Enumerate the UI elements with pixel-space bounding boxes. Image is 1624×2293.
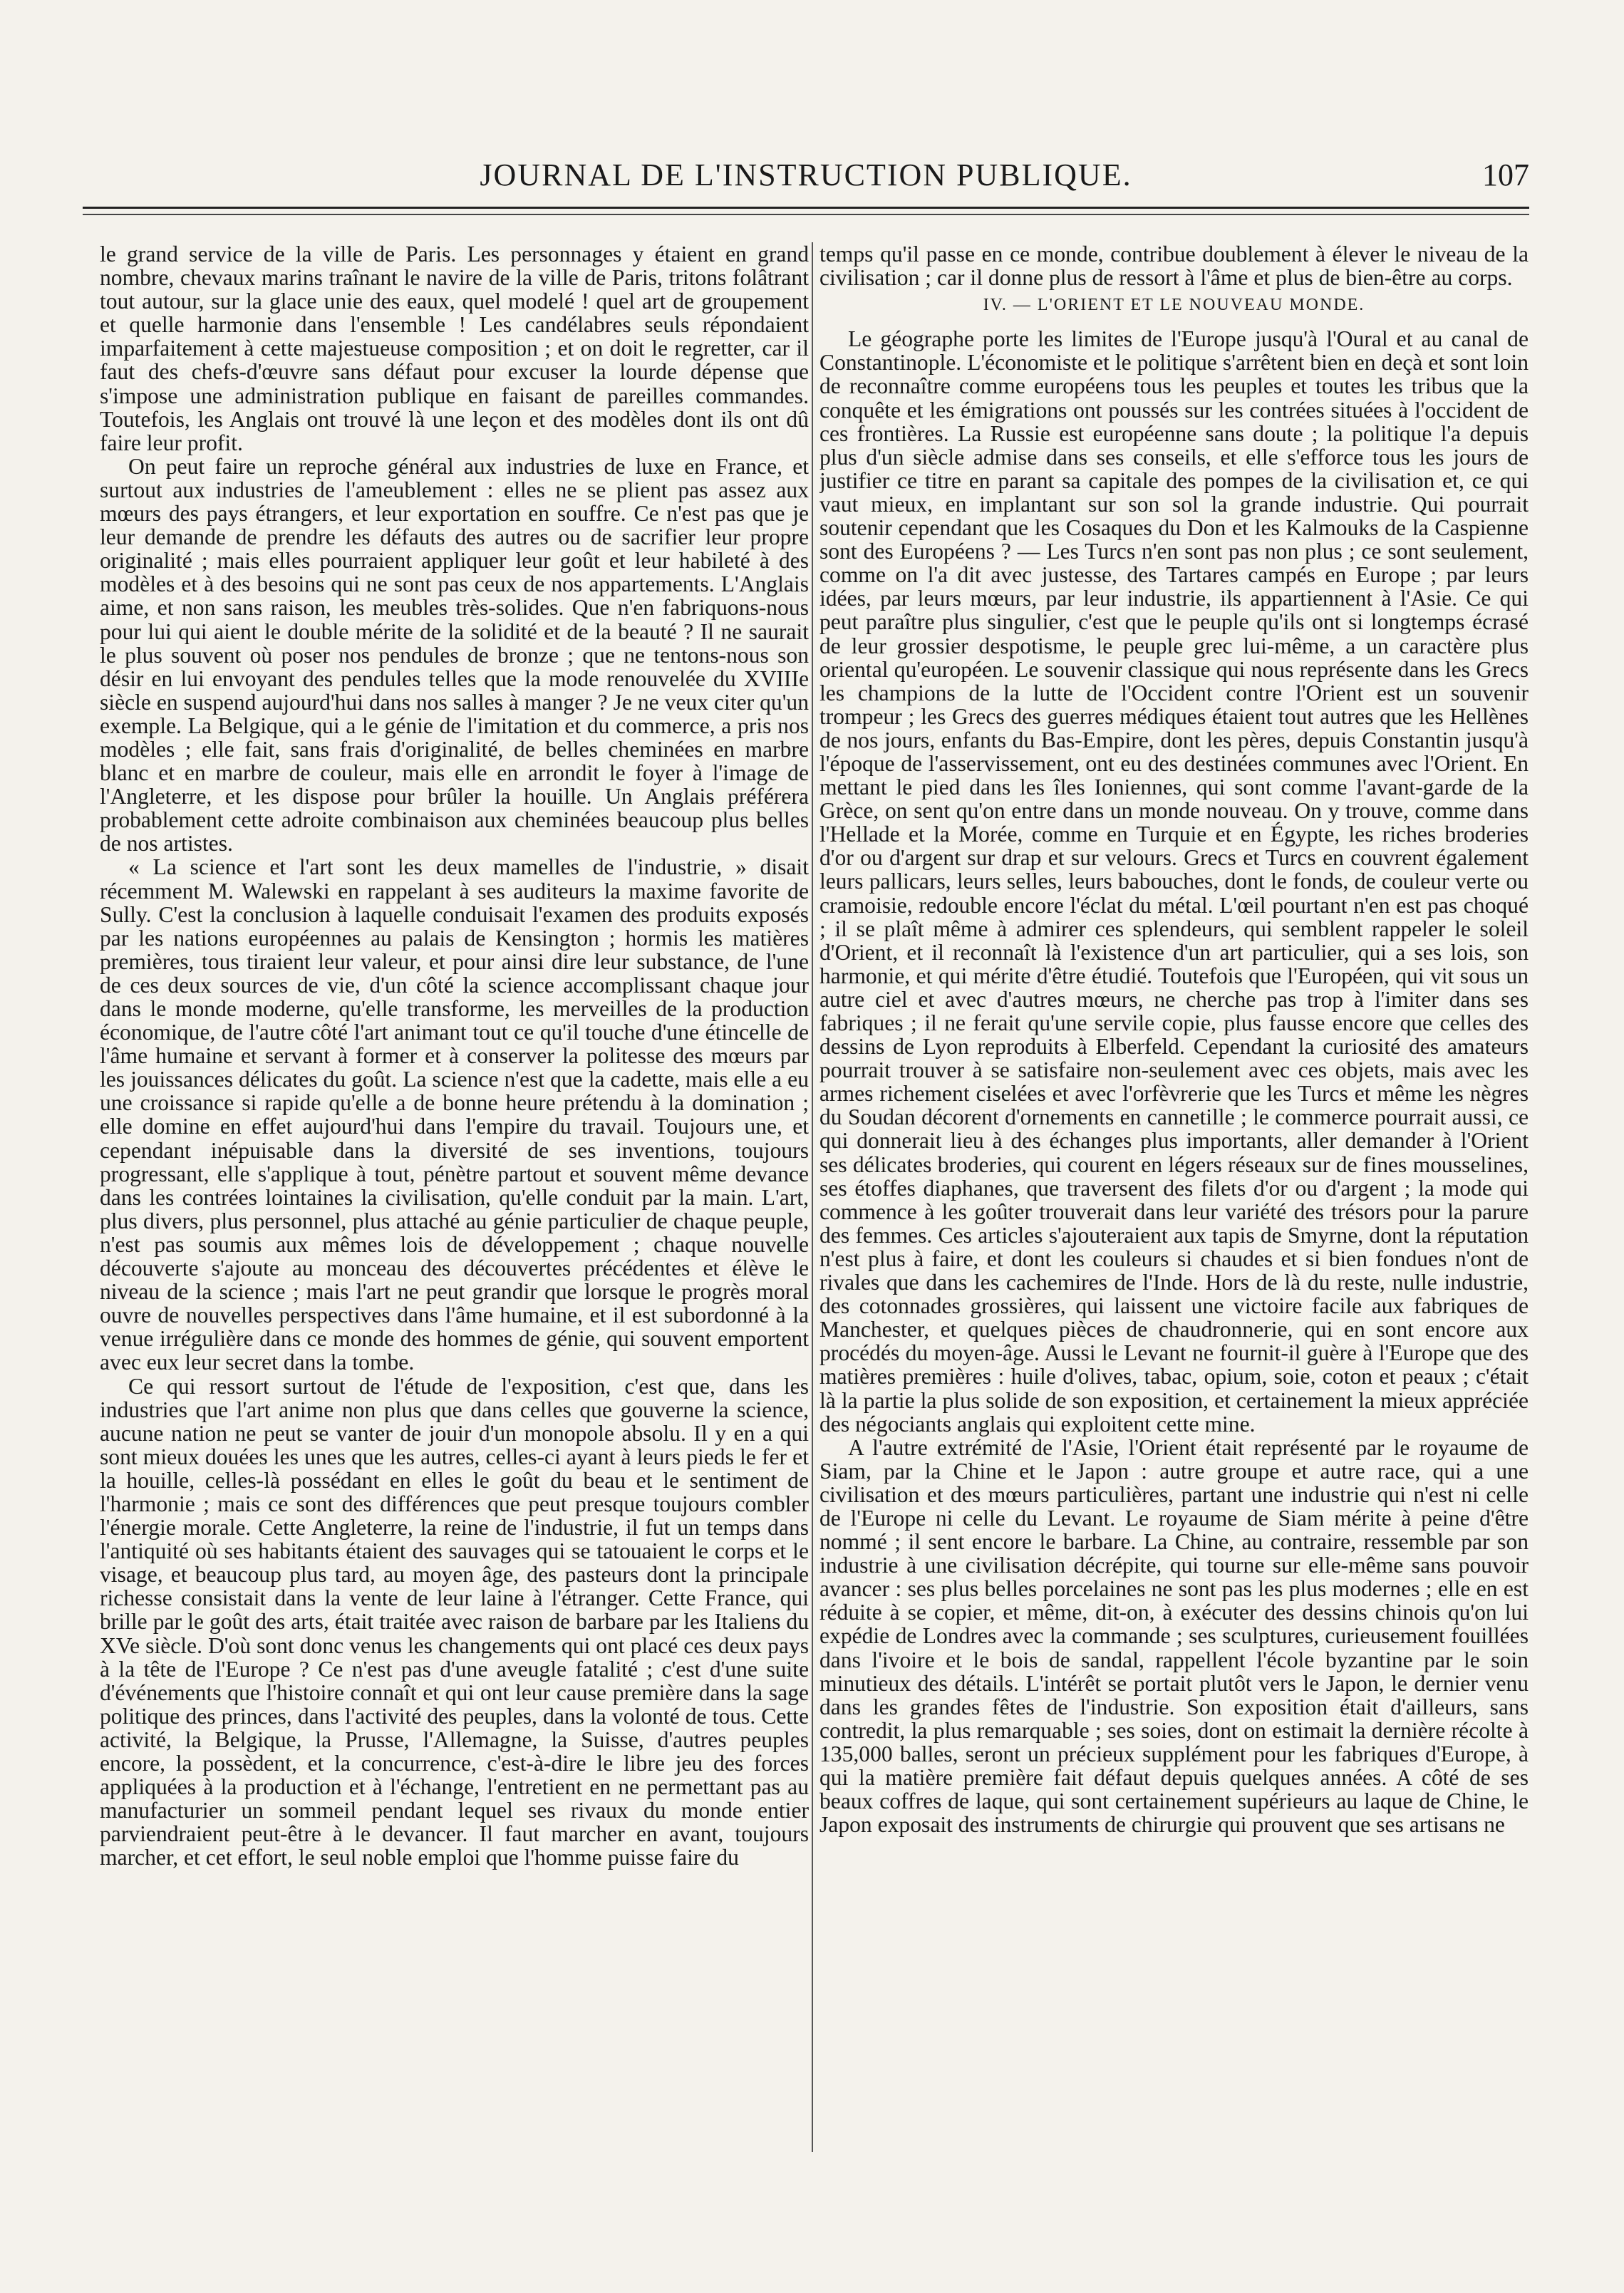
page-header [83, 157, 1529, 200]
header-rule-secondary [83, 214, 1529, 215]
column-divider [812, 242, 813, 2152]
right-paragraph-1: temps qu'il passe en ce monde, contribue doublement à élever le niveau de la civilisation ; car il donne plus de ressort à l'âme et plus de bien-être au corps. [819, 242, 1529, 291]
left-paragraph-3: « La science et l'art sont les deux mamelles de l'industrie, » disait récemment M. Walewski en rappelant à ses auditeurs la maxime favorite de Sully. C'est la conclusion à laquelle conduisait l'examen des produits exposés par les nations européennes au palais de Kensington ; hormis les matières premières, tous tiraient leur valeur, et pour ainsi dire leur substance, de l'une de ces deux sources de vie, d'un côté la science accomplissant chaque jour dans le monde moderne, qu'elle transforme, les merveilles de la production économique, de l'autre côté l'art animant tout ce qu'il touche d'une étincelle de l'âme humaine et servant à former et à conserver la politesse des mœurs par les jouissances délicates du goût. La science n'est que la cadette, mais elle a eu une croissance si rapide qu'elle a de bonne heure prétendu à la domination ; elle domine en effet aujourd'hui dans l'empire du travail. Toujours une, et cependant inépuisable dans la diversité de ses inventions, toujours progressant, elle s'applique à tout, pénètre partout et souvent même devance dans les contrées lointaines la civilisation, qu'elle conduit par la main. L'art, plus divers, plus personnel, plus attaché au génie particulier de chaque peuple, n'est pas soumis aux mêmes lois de développement ; chaque nouvelle découverte s'ajoute au monceau des découvertes précédentes et élève le niveau de la science ; mais l'art ne peut grandir que lorsque le progrès moral ouvre de nouvelles perspectives dans l'âme humaine, et il est subordonné à la venue irrégulière dans ce monde des hommes de génie, qui souvent emportent avec eux leur secret dans la tombe. [100, 854, 809, 1375]
right-paragraph-3: A l'autre extrémité de l'Asie, l'Orient était représenté par le royaume de Siam, par la Chine et le Japon : autre groupe et autre race, qui a une civilisation et des mœurs particulières, partant une industrie qui n'est ni celle de l'Europe ni celle du Levant. Le royaume de Siam mérite à peine d'être nommé ; il sent encore le barbare. La Chine, au contraire, ressemble par son industrie à une civilisation décrépite, qui tourne sur elle-même sans pouvoir avancer : ses plus belles porcelaines ne sont pas les plus modernes ; elle en est réduite à se copier, et même, dit-on, à exécuter des dessins chinois qu'on lui expédie de Londres avec la commande ; ses sculptures, curieusement fouillées dans l'ivoire et le bois de sandal, rappellent l'école byzantine par le soin minutieux des détails. L'intérêt se portait plutôt vers le Japon, le dernier venu dans les grandes fêtes de l'industrie. Son exposition était d'ailleurs, sans contredit, la plus remarquable ; ses soies, dont on estimait la dernière récolte à 135,000 balles, seront un précieux supplément pour les fabriques d'Europe, à qui la matière première fait défaut depuis quelques années. A côté de ses beaux coffres de laque, qui sont certainement supérieurs au laque de Chine, le Japon exposait des instruments de chirurgie qui prouvent que ses artisans ne [819, 1434, 1529, 1838]
left-paragraph-4: Ce qui ressort surtout de l'étude de l'exposition, c'est que, dans les industries que l'art anime non plus que dans celles que gouverne la science, aucune nation ne peut se vanter de jouir d'un monopole absolu. Il y en a qui sont mieux douées les unes que les autres, celles-ci ayant à leurs pieds le fer et la houille, celles-là possédant en elles le goût du beau et le sentiment de l'harmonie ; mais ce sont des différences que peut presque toujours combler l'énergie morale. Cette Angleterre, la reine de l'industrie, il fut un temps dans l'antiquité où ses habitants étaient des sauvages qui se tatouaient le corps et le visage, et beaucoup plus tard, au moyen âge, des pasteurs dont la principale richesse consistait dans la vente de leur laine à l'étranger. Cette France, qui brille par le goût des arts, était traitée avec raison de barbare par les Italiens du XVe siècle. D'où sont donc venus les changements qui ont placé ces deux pays à la tête de l'Europe ? Ce n'est pas d'une aveugle fatalité ; c'est d'une suite d'événements que l'histoire connaît et qui ont leur cause première dans la sage politique des princes, dans l'activité des peuples, dans la volonté de tous. Cette activité, la Belgique, la Prusse, l'Allemagne, la Suisse, d'autres peuples encore, la possèdent, et la concurrence, c'est-à-dire le libre jeu des forces appliquées à la production et à l'échange, l'entretient en ne permettant pas au manufacturier un sommeil pendant lequel ses rivaux du monde entier parviendraient peut-être à le devancer. Il faut marcher en avant, toujours marcher, et cet effort, le seul noble emploi que l'homme puisse faire du [100, 1373, 809, 1870]
left-paragraph-2: On peut faire un reproche général aux industries de luxe en France, et surtout aux industries de l'ameublement : elles ne se plient pas assez aux mœurs des pays étrangers, et leur exportation en souffre. Ce n'est pas que je leur demande de prendre les défauts des autres ou de sacrifier leur propre originalité ; mais elles pourraient appliquer leur goût et leur habileté à des modèles et à des besoins qui ne sont pas ceux de nos appartements. L'Anglais aime, et non sans raison, les meubles très-solides. Que n'en fabriquons-nous pour lui qui aient le double mérite de la solidité et de la beauté ? Il ne saurait le plus souvent où poser nos pendules de bronze ; que ne tentons-nous son désir en lui envoyant des pendules telles que la mode renouvelée du XVIIIe siècle en suspend aujourd'hui dans nos salles à manger ? Je ne veux citer qu'un exemple. La Belgique, qui a le génie de l'imitation et du commerce, a pris nos modèles ; elle fait, sans frais d'originalité, de belles cheminées en marbre blanc et en marbre de couleur, mais elle en arrondit le foyer à l'image de l'Angleterre, et les dispose pour brûler la houille. Un Anglais préférera probablement cette adroite combinaison aux cheminées beaucoup plus belles de nos artistes. [100, 453, 809, 856]
page-number: 107 [1482, 157, 1529, 192]
left-column [100, 242, 809, 2166]
header-rule [83, 207, 1529, 209]
right-column [819, 242, 1529, 2166]
journal-title: JOURNAL DE L'INSTRUCTION PUBLIQUE. [480, 157, 1132, 192]
section-heading: IV. — L'ORIENT ET LE NOUVEAU MONDE. [983, 296, 1365, 315]
right-paragraph-2: Le géographe porte les limites de l'Europe jusqu'à l'Oural et au canal de Constantinople. L'économiste et le politique s'arrêtent bien en deçà et sont loin de reconnaître comme européens tous les peuples et toutes les tribus que la conquête et les émigrations ont poussés sur les contrées situées à l'occident de ces frontières. La Russie est européenne sans doute ; la politique l'a depuis plus d'un siècle admise dans ses conseils, et elle s'efforce tous les jours de justifier ce titre en parant sa capitale des pompes de la civilisation et, ce qui vaut mieux, en implantant sur son sol la grande industrie. Qui pourrait soutenir cependant que les Cosaques du Don et les Kalmouks de la Caspienne sont des Européens ? — Les Turcs n'en sont pas non plus ; ce sont seulement, comme on l'a dit avec justesse, des Tartares campés en Europe ; par leurs idées, par leurs mœurs, par leur industrie, ils appartiennent à l'Asie. Ce qui peut paraître plus singulier, c'est que le peuple qu'ils ont si longtemps écrasé de leur grossier despotisme, le peuple grec lui-même, a un caractère plus oriental qu'européen. Le souvenir classique qui nous représente dans les Grecs les champions de la lutte de l'Occident contre l'Orient est un souvenir trompeur ; les Grecs des guerres médiques étaient tout autres que les Hellènes de nos jours, enfants du Bas-Empire, dont les pères, depuis Constantin jusqu'à l'époque de l'asservissement, ont eu des destinées communes avec l'Orient. En mettant le pied dans les îles Ioniennes, qui sont comme l'avant-garde de la Grèce, on sent qu'on entre dans un monde nouveau. On y trouve, comme dans l'Hellade et la Morée, comme en Turquie et en Égypte, les riches broderies d'or ou d'argent sur drap et sur velours. Grecs et Turcs en couvrent également leurs pallicars, leurs selles, leurs babouches, dont le fonds, de couleur verte ou cramoisie, redouble encore l'éclat du métal. L'œil pourtant n'en est pas choqué ; il se plaît même à admirer ces splendeurs, qui semblent rappeler le soleil d'Orient, et il reconnaît là l'existence d'un art particulier, qui a ses lois, son harmonie, et qui mérite d'être étudié. Toutefois que l'Européen, qui vit sous un autre ciel et avec d'autres mœurs, ne cherche pas trop à l'imiter dans ses fabriques ; il ne ferait qu'une servile copie, plus fausse encore que celles des dessins de Lyon reproduits à Elberfeld. Cependant la curiosité des amateurs pourrait trouver à se satisfaire non-seulement avec ces objets, mais avec les armes richement ciselées et avec l'orfèvrerie que les Turcs et même les nègres du Soudan décorent d'ornements en cannetille ; le commerce pourrait aussi, ce qui donnerait lieu à des échanges plus importants, aller demander à l'Orient ses délicates broderies, qui courent en légers réseaux sur de fines mousselines, ses étoffes diaphanes, que traversent des filets d'or ou d'argent ; la mode qui commence à les goûter trouverait dans leur variété des trésors pour la parure des femmes. Ces articles s'ajouteraient aux tapis de Smyrne, dont la réputation n'est plus à faire, et dont les couleurs si chaudes et si bien fondues n'ont de rivales que dans les cachemires de l'Inde. Hors de là du reste, nulle industrie, des cotonnades grossières, qui laissent une victoire facile aux fabriques de Manchester, et quelques pièces de chaudronnerie, qui en sont encore aux procédés du moyen-âge. Aussi le Levant ne fournit-il guère à l'Europe que des matières premières : huile d'olives, tabac, opium, soie, coton et peaux ; c'était là la partie la plus solide de son exposition, et certainement la mieux appréciée des négociants anglais qui exploitent cette mine. [819, 326, 1529, 1437]
left-paragraph-1: le grand service de la ville de Paris. Les personnages y étaient en grand nombre, chevaux marins traînant le navire de la ville de Paris, tritons folâtrant tout autour, sur la glace unie des eaux, quel modelé ! quel art de groupement et quelle harmonie dans l'ensemble ! Les candélabres seuls répondaient imparfaitement à cette majestueuse composition ; et on doit le regretter, car il faut des chefs-d'œuvre sans défaut pour excuser la lourde dépense que s'impose une administration publique en faisant de pareilles commandes. Toutefois, les Anglais ont trouvé là une leçon et des modèles dont ils ont dû faire leur profit. [100, 242, 809, 455]
